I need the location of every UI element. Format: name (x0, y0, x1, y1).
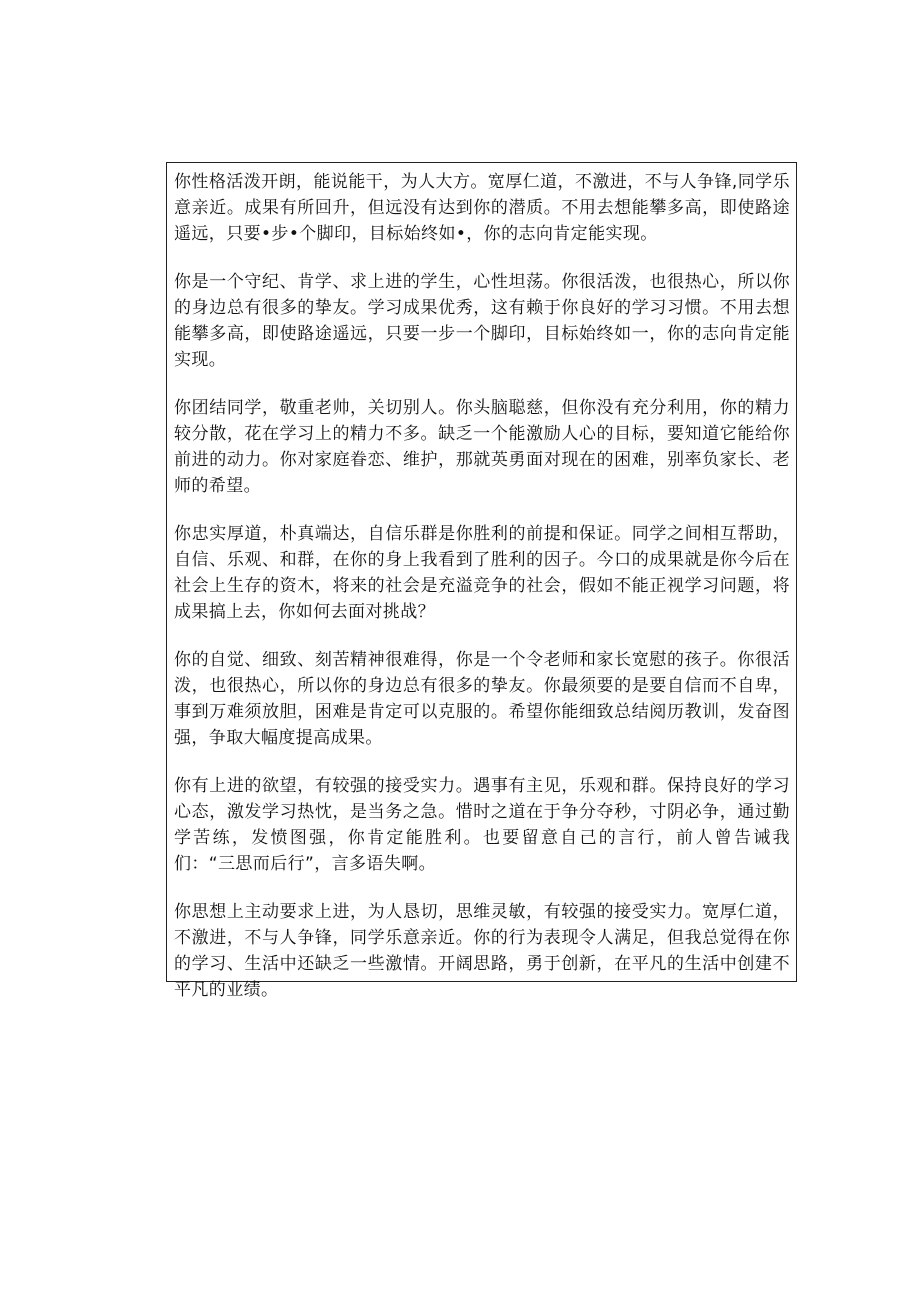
comment-paragraph-5: 你的自觉、细致、刻苦精神很难得，你是一个令老师和家长宽慰的孩子。你很活泼，也很热心，所以你的身边总有很多的挚友。你最须要的是要自信而不自卑，事到万难须放胆，困难是肯定可以克服的。希望你能细致总结阅历教训，发奋图强，争取大幅度提高成果。 (174, 650, 790, 748)
comments-table-cell (166, 162, 797, 1000)
comment-paragraph-6: 你有上进的欲望，有较强的接受实力。遇事有主见，乐观和群。保持良好的学习心态，激发学习热忱，是当务之急。惜时之道在于争分夺秒，寸阴必争，通过勤学苦练，发愤图强，你肯定能胜利。也要留意自己的言行，前人曾告诫我们：“三思而后行”，言多语失啊。 (174, 776, 790, 874)
comment-paragraph-3: 你团结同学，敬重老帅，关切别人。你头脑聪慈，但你没有充分利用，你的精力较分散，花在学习上的精力不多。缺乏一个能激励人心的目标，要知道它能给你前进的动力。你对家庭眷恋、维护，那就英勇面对现在的困难，别率负家长、老师的希望。 (174, 398, 790, 496)
comment-paragraph-2: 你是一个守纪、肯学、求上进的学生，心性坦荡。你很活泼，也很热心，所以你的身边总有很多的挚友。学习成果优秀，这有赖于你良好的学习习惯。不用去想能攀多高，即使路途遥远，只要一步一个脚印，目标始终如一，你的志向肯定能实现。 (174, 272, 790, 370)
comment-paragraph-4: 你忠实厚道，朴真端达，自信乐群是你胜利的前提和保证。同学之间相互帮助，自信、乐观、和群，在你的身上我看到了胜利的因子。今口的成果就是你今后在社会上生存的资木，将来的社会是充溢竞争的社会，假如不能正视学习问题，将成果搞上去，你如何去面对挑战？ (174, 524, 790, 622)
comment-paragraph-1: 你性格活泼开朗，能说能干，为人大方。宽厚仁道，不激进，不与人争锋,同学乐意亲近。成果有所回升，但远没有达到你的潜质。不用去想能攀多高，即使路途遥远，只要•步•个脚印，目标始终如•，你的志向肯定能实现。 (174, 172, 790, 244)
comment-paragraph-7: 你思想上主动要求上进，为人恳切，思维灵敏，有较强的接受实力。宽厚仁道，不激进，不与人争锋，同学乐意亲近。你的行为表现令人满足，但我总觉得在你的学习、生活中还缺乏一些激情。开阔思路，勇于创新，在平凡的生活中创建不平凡的业绩。 (174, 902, 790, 1000)
